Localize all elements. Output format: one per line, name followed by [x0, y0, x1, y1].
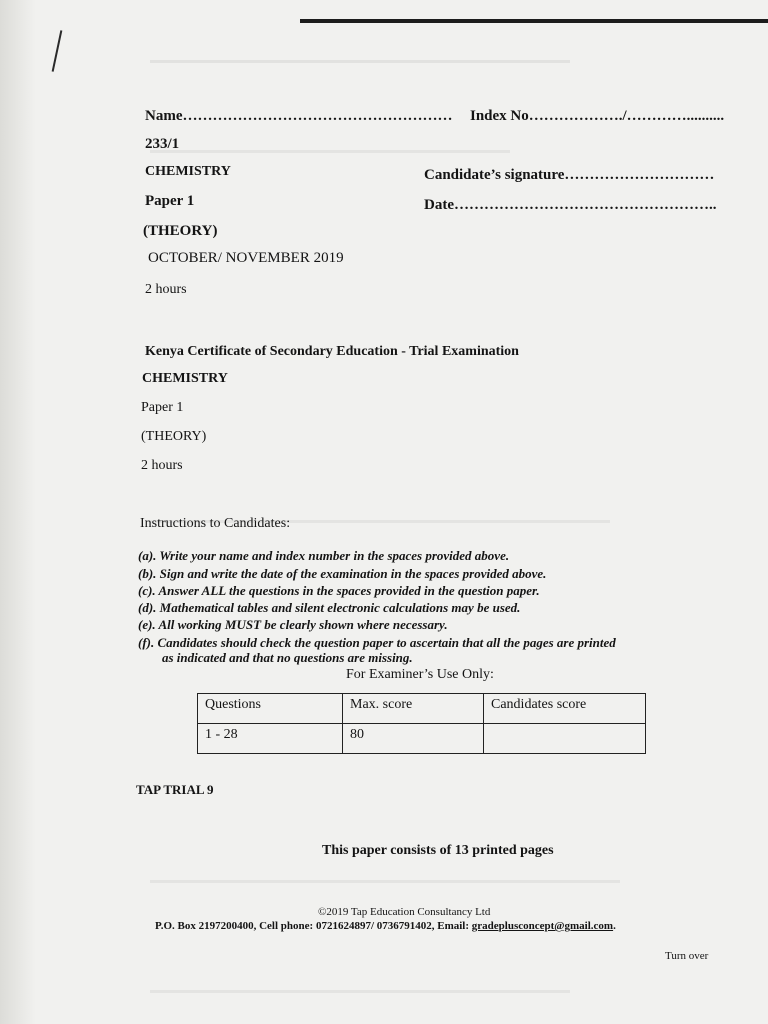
table-header-row	[198, 694, 646, 724]
table-cell: 80	[343, 724, 484, 754]
exam-duration: 2 hours	[145, 282, 187, 297]
show-through-line	[150, 150, 510, 153]
pen-mark	[52, 30, 63, 71]
turn-over: Turn over	[665, 950, 709, 962]
top-rule	[300, 19, 768, 23]
series-label: TAP TRIAL 9	[136, 782, 214, 797]
column-header: Questions	[198, 694, 343, 724]
show-through-line	[150, 60, 570, 63]
exam-duration-2: 2 hours	[141, 458, 183, 473]
contact-text: P.O. Box 2197200400, Cell phone: 0721624897/ 0736791402, Email:	[155, 920, 472, 932]
subject-title: CHEMISTRY	[145, 164, 231, 179]
email-link[interactable]: gradeplusconcept@gmail.com	[471, 920, 614, 932]
exam-title: Kenya Certificate of Secondary Education - Trial Examination	[145, 344, 519, 359]
instruction-item: (c). Answer ALL the questions in the spaces provided in the question paper.	[138, 583, 540, 598]
show-through-line	[150, 880, 620, 883]
instruction-item: (d). Mathematical tables and silent electronic calculations may be used.	[138, 600, 521, 615]
candidate-score-cell[interactable]	[484, 724, 646, 754]
paper-number: Paper 1	[145, 193, 195, 209]
column-header: Candidates score	[484, 694, 646, 724]
date-field[interactable]: Date……………………………………………..	[424, 197, 717, 213]
instruction-item: (e). All working MUST be clearly shown where necessary.	[138, 617, 448, 632]
name-field[interactable]: Name………………………………………………	[145, 108, 453, 124]
instructions-heading: Instructions to Candidates:	[140, 516, 291, 531]
pages-note: This paper consists of 13 printed pages	[322, 843, 554, 858]
examiner-heading: For Examiner’s Use Only:	[346, 667, 494, 682]
period: .	[613, 920, 616, 932]
page-shadow	[0, 0, 36, 1024]
paper-type: (THEORY)	[143, 223, 218, 239]
exam-paper-type: (THEORY)	[141, 429, 207, 444]
table-row	[198, 724, 646, 754]
index-number-field[interactable]: Index No………………./…………..........	[470, 108, 725, 124]
copyright: ©2019 Tap Education Consultancy Ltd	[318, 906, 491, 918]
column-header: Max. score	[343, 694, 484, 724]
show-through-line	[150, 990, 570, 993]
exam-paper: Paper 1	[141, 400, 184, 415]
candidate-signature-field[interactable]: Candidate’s signature…………………………	[424, 167, 715, 183]
instruction-item-continued: as indicated and that no questions are missing.	[162, 650, 413, 665]
table-cell: 1 - 28	[198, 724, 343, 754]
instruction-item: (a). Write your name and index number in the spaces provided above.	[138, 548, 510, 563]
exam-subject: CHEMISTRY	[142, 371, 228, 386]
instruction-item: (b). Sign and write the date of the examination in the spaces provided above.	[138, 566, 547, 581]
paper-code: 233/1	[145, 136, 180, 152]
examiner-score-table	[197, 693, 646, 754]
contact-line	[155, 920, 616, 932]
exam-session: OCTOBER/ NOVEMBER 2019	[148, 250, 344, 266]
instruction-item: (f). Candidates should check the question paper to ascertain that all the pages are printed	[138, 635, 616, 650]
